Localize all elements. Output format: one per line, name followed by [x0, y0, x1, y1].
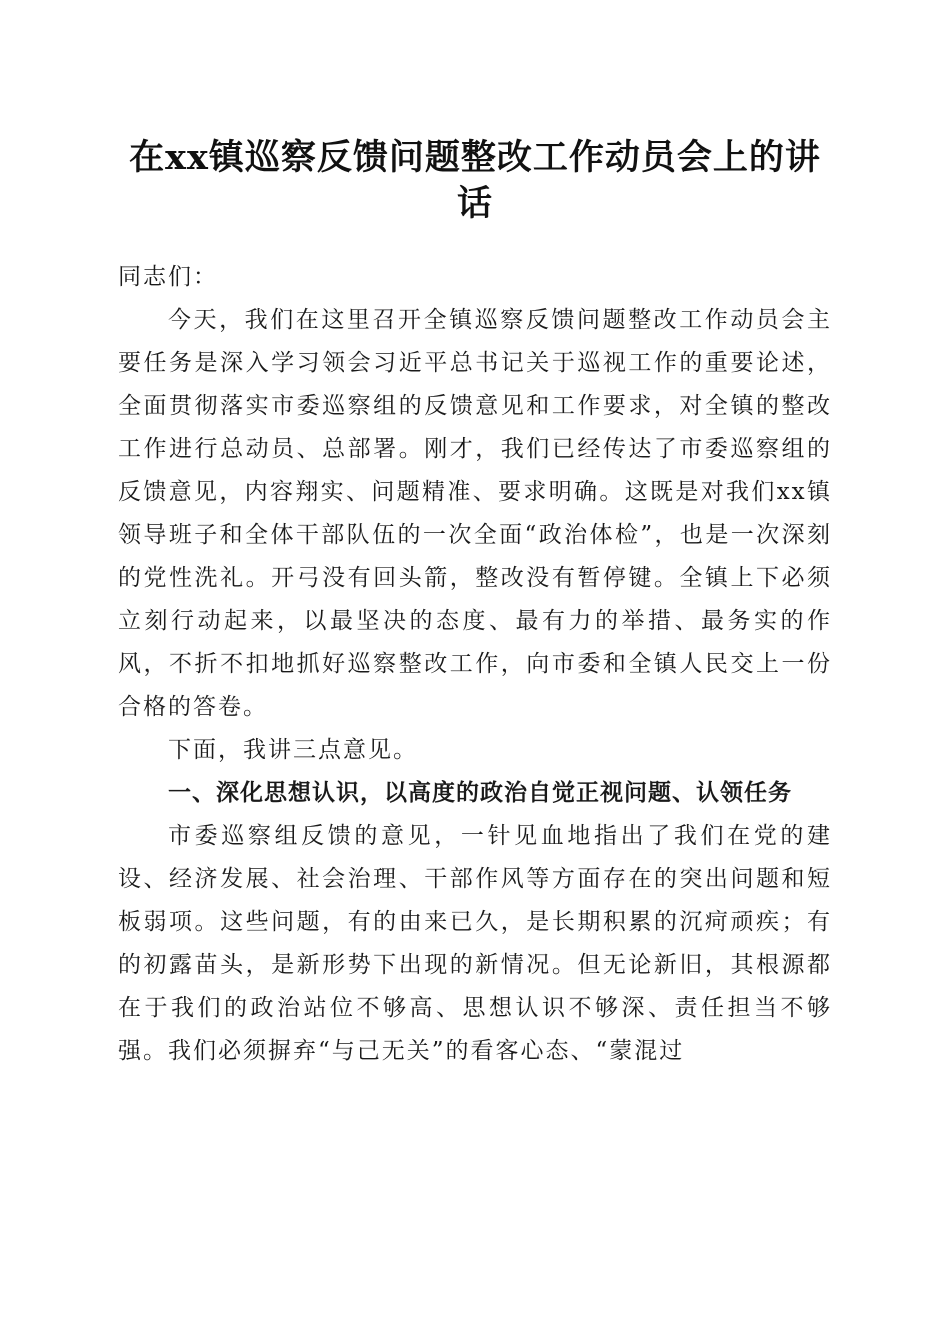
opening-paragraph: 今天，我们在这里召开全镇巡察反馈问题整改工作动员会主要任务是深入学习领会习近平总书记关于巡视工作的重要论述，全面贯彻落实市委巡察组的反馈意见和工作要求，对全镇的整改工作进行总动员、总部署。刚才，我们已经传达了市委巡察组的反馈意见，内容翔实、问题精准、要求明确。这既是对我们xx镇领导班子和全体干部队伍的一次全面“政治体检”，也是一次深刻的党性洗礼。开弓没有回头箭，整改没有暂停键。全镇上下必须立刻行动起来，以最坚决的态度、最有力的举措、最务实的作风，不折不扣地抓好巡察整改工作，向市委和全镇人民交上一份合格的答卷。 — [118, 307, 832, 720]
salutation: 同志们： — [118, 264, 218, 290]
document-body — [118, 256, 832, 1073]
section-1-paragraph: 市委巡察组反馈的意见，一针见血地指出了我们在党的建设、经济发展、社会治理、干部作风等方面存在的突出问题和短板弱项。这些问题，有的由来已久，是长期积累的沉疴顽疾；有的初露苗头，是新形势下出现的新情况。但无论新旧，其根源都在于我们的政治站位不够高、思想认识不够深、责任担当不够强。我们必须摒弃“与己无关”的看客心态、“蒙混过 — [118, 823, 832, 1064]
transition-paragraph: 下面，我讲三点意见。 — [168, 737, 418, 763]
document-title: 在xx镇巡察反馈问题整改工作动员会上的讲话 — [129, 137, 821, 224]
section-heading-1: 一、深化思想认识，以高度的政治自觉正视问题、认领任务 — [168, 780, 792, 806]
